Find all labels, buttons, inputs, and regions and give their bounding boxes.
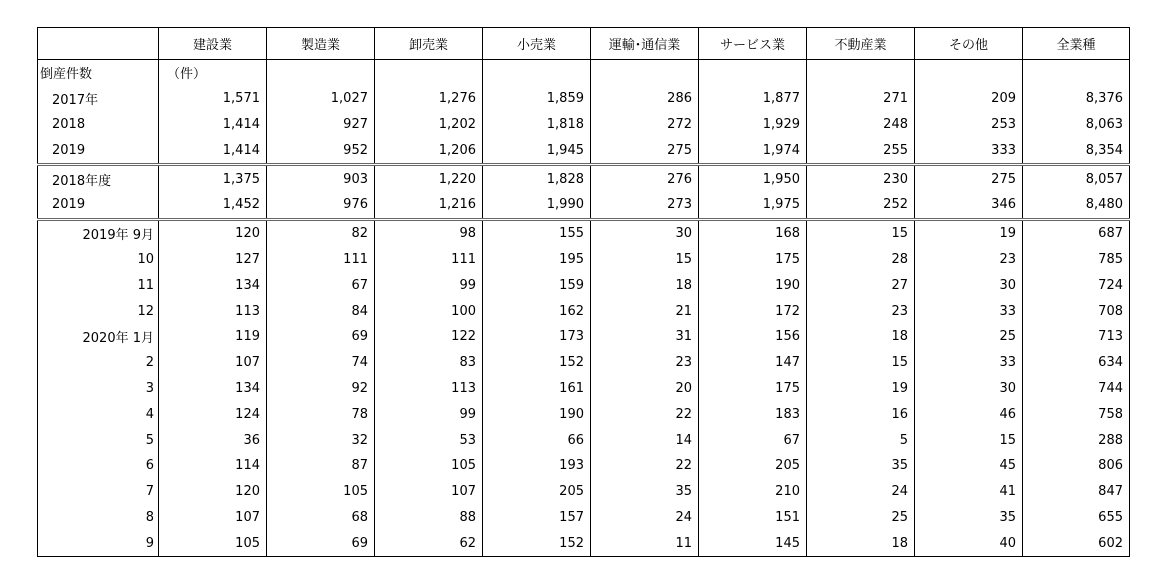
value-cell: 5 — [807, 427, 915, 453]
empty-cell — [915, 60, 1023, 86]
value-cell: 209 — [915, 86, 1023, 112]
header-services: サービス業 — [699, 28, 807, 60]
value-cell: 84 — [267, 298, 375, 324]
value-cell: 111 — [375, 247, 483, 273]
value-cell: 46 — [915, 401, 1023, 427]
value-cell: 32 — [267, 427, 375, 453]
value-cell: 193 — [483, 453, 591, 479]
value-cell: 230 — [807, 165, 915, 192]
value-cell: 152 — [483, 530, 591, 556]
row-label: 8 — [38, 505, 159, 531]
monthly-row — [38, 219, 1130, 246]
empty-cell — [267, 60, 375, 86]
value-cell: 8,063 — [1023, 112, 1130, 138]
annual-row — [38, 86, 1130, 112]
value-cell: 66 — [483, 427, 591, 453]
value-cell: 1,974 — [699, 137, 807, 164]
row-label: 2019年 9月 — [38, 219, 159, 246]
value-cell: 113 — [375, 376, 483, 402]
annual-row — [38, 112, 1130, 138]
row-label: 10 — [38, 247, 159, 273]
value-cell: 23 — [807, 298, 915, 324]
value-cell: 1,220 — [375, 165, 483, 192]
value-cell: 100 — [375, 298, 483, 324]
value-cell: 105 — [267, 479, 375, 505]
value-cell: 111 — [267, 247, 375, 273]
value-cell: 15 — [807, 350, 915, 376]
value-cell: 1,975 — [699, 192, 807, 219]
value-cell: 83 — [375, 350, 483, 376]
value-cell: 105 — [375, 453, 483, 479]
value-cell: 124 — [159, 401, 267, 427]
header-corner — [38, 28, 159, 60]
value-cell: 16 — [807, 401, 915, 427]
value-cell: 724 — [1023, 272, 1130, 298]
value-cell: 120 — [159, 479, 267, 505]
value-cell: 708 — [1023, 298, 1130, 324]
value-cell: 1,950 — [699, 165, 807, 192]
value-cell: 92 — [267, 376, 375, 402]
value-cell: 31 — [591, 324, 699, 350]
value-cell: 275 — [591, 137, 699, 164]
value-cell: 8,354 — [1023, 137, 1130, 164]
value-cell: 1,206 — [375, 137, 483, 164]
monthly-row — [38, 505, 1130, 531]
value-cell: 151 — [699, 505, 807, 531]
value-cell: 1,375 — [159, 165, 267, 192]
value-cell: 67 — [267, 272, 375, 298]
empty-cell — [375, 60, 483, 86]
value-cell: 1,990 — [483, 192, 591, 219]
value-cell: 271 — [807, 86, 915, 112]
value-cell: 67 — [699, 427, 807, 453]
value-cell: 23 — [915, 247, 1023, 273]
value-cell: 162 — [483, 298, 591, 324]
value-cell: 18 — [807, 530, 915, 556]
monthly-row — [38, 401, 1130, 427]
value-cell: 35 — [591, 479, 699, 505]
value-cell: 175 — [699, 376, 807, 402]
row-label: 2020年 1月 — [38, 324, 159, 350]
value-cell: 134 — [159, 272, 267, 298]
value-cell: 713 — [1023, 324, 1130, 350]
value-cell: 15 — [915, 427, 1023, 453]
value-cell: 74 — [267, 350, 375, 376]
value-cell: 1,414 — [159, 112, 267, 138]
monthly-row — [38, 324, 1130, 350]
value-cell: 19 — [807, 376, 915, 402]
value-cell: 107 — [159, 505, 267, 531]
value-cell: 8,480 — [1023, 192, 1130, 219]
row-label: 11 — [38, 272, 159, 298]
value-cell: 1,027 — [267, 86, 375, 112]
value-cell: 8,376 — [1023, 86, 1130, 112]
empty-cell — [591, 60, 699, 86]
monthly-row — [38, 247, 1130, 273]
value-cell: 190 — [483, 401, 591, 427]
value-cell: 744 — [1023, 376, 1130, 402]
bankruptcy-count-table — [37, 27, 1130, 557]
value-cell: 190 — [699, 272, 807, 298]
value-cell: 172 — [699, 298, 807, 324]
value-cell: 107 — [375, 479, 483, 505]
annual-row — [38, 137, 1130, 164]
empty-cell — [699, 60, 807, 86]
value-cell: 114 — [159, 453, 267, 479]
value-cell: 687 — [1023, 219, 1130, 246]
value-cell: 175 — [699, 247, 807, 273]
value-cell: 634 — [1023, 350, 1130, 376]
value-cell: 159 — [483, 272, 591, 298]
value-cell: 903 — [267, 165, 375, 192]
value-cell: 1,216 — [375, 192, 483, 219]
monthly-row — [38, 530, 1130, 556]
monthly-row — [38, 427, 1130, 453]
value-cell: 30 — [915, 376, 1023, 402]
header-all-industries: 全業種 — [1023, 28, 1130, 60]
monthly-row — [38, 350, 1130, 376]
value-cell: 45 — [915, 453, 1023, 479]
monthly-row — [38, 376, 1130, 402]
header-wholesale: 卸売業 — [375, 28, 483, 60]
row-label: 2 — [38, 350, 159, 376]
value-cell: 1,929 — [699, 112, 807, 138]
value-cell: 30 — [591, 219, 699, 246]
value-cell: 161 — [483, 376, 591, 402]
value-cell: 62 — [375, 530, 483, 556]
fiscal-year-row — [38, 165, 1130, 192]
value-cell: 18 — [807, 324, 915, 350]
value-cell: 346 — [915, 192, 1023, 219]
value-cell: 155 — [483, 219, 591, 246]
value-cell: 655 — [1023, 505, 1130, 531]
value-cell: 119 — [159, 324, 267, 350]
value-cell: 18 — [591, 272, 699, 298]
value-cell: 1,452 — [159, 192, 267, 219]
value-cell: 847 — [1023, 479, 1130, 505]
empty-cell — [483, 60, 591, 86]
value-cell: 156 — [699, 324, 807, 350]
row-label: 2018年度 — [38, 165, 159, 192]
value-cell: 21 — [591, 298, 699, 324]
value-cell: 68 — [267, 505, 375, 531]
value-cell: 78 — [267, 401, 375, 427]
value-cell: 210 — [699, 479, 807, 505]
value-cell: 88 — [375, 505, 483, 531]
value-cell: 157 — [483, 505, 591, 531]
value-cell: 19 — [915, 219, 1023, 246]
value-cell: 333 — [915, 137, 1023, 164]
header-other: その他 — [915, 28, 1023, 60]
value-cell: 33 — [915, 298, 1023, 324]
value-cell: 976 — [267, 192, 375, 219]
row-label: 5 — [38, 427, 159, 453]
section-label: 倒産件数 — [38, 60, 159, 86]
value-cell: 105 — [159, 530, 267, 556]
value-cell: 82 — [267, 219, 375, 246]
value-cell: 24 — [807, 479, 915, 505]
row-label: 2019 — [38, 137, 159, 164]
empty-cell — [1023, 60, 1130, 86]
value-cell: 120 — [159, 219, 267, 246]
value-cell: 927 — [267, 112, 375, 138]
value-cell: 195 — [483, 247, 591, 273]
value-cell: 952 — [267, 137, 375, 164]
value-cell: 99 — [375, 401, 483, 427]
value-cell: 35 — [807, 453, 915, 479]
value-cell: 205 — [483, 479, 591, 505]
value-cell: 602 — [1023, 530, 1130, 556]
unit-label: （件） — [159, 60, 267, 86]
value-cell: 1,859 — [483, 86, 591, 112]
value-cell: 8,057 — [1023, 165, 1130, 192]
monthly-row — [38, 272, 1130, 298]
empty-cell — [807, 60, 915, 86]
value-cell: 253 — [915, 112, 1023, 138]
value-cell: 173 — [483, 324, 591, 350]
value-cell: 30 — [915, 272, 1023, 298]
value-cell: 14 — [591, 427, 699, 453]
value-cell: 25 — [915, 324, 1023, 350]
value-cell: 122 — [375, 324, 483, 350]
header-manufacturing: 製造業 — [267, 28, 375, 60]
row-label: 7 — [38, 479, 159, 505]
value-cell: 27 — [807, 272, 915, 298]
value-cell: 127 — [159, 247, 267, 273]
monthly-row — [38, 453, 1130, 479]
value-cell: 1,945 — [483, 137, 591, 164]
value-cell: 1,202 — [375, 112, 483, 138]
value-cell: 134 — [159, 376, 267, 402]
monthly-row — [38, 479, 1130, 505]
value-cell: 785 — [1023, 247, 1130, 273]
value-cell: 22 — [591, 401, 699, 427]
row-label: 3 — [38, 376, 159, 402]
value-cell: 99 — [375, 272, 483, 298]
value-cell: 288 — [1023, 427, 1130, 453]
value-cell: 24 — [591, 505, 699, 531]
value-cell: 28 — [807, 247, 915, 273]
row-label: 9 — [38, 530, 159, 556]
value-cell: 758 — [1023, 401, 1130, 427]
row-label: 12 — [38, 298, 159, 324]
value-cell: 98 — [375, 219, 483, 246]
value-cell: 25 — [807, 505, 915, 531]
value-cell: 41 — [915, 479, 1023, 505]
value-cell: 1,571 — [159, 86, 267, 112]
value-cell: 252 — [807, 192, 915, 219]
value-cell: 255 — [807, 137, 915, 164]
value-cell: 15 — [591, 247, 699, 273]
value-cell: 23 — [591, 350, 699, 376]
value-cell: 33 — [915, 350, 1023, 376]
value-cell: 168 — [699, 219, 807, 246]
value-cell: 1,818 — [483, 112, 591, 138]
value-cell: 22 — [591, 453, 699, 479]
value-cell: 152 — [483, 350, 591, 376]
value-cell: 205 — [699, 453, 807, 479]
value-cell: 145 — [699, 530, 807, 556]
row-label: 2019 — [38, 192, 159, 219]
value-cell: 276 — [591, 165, 699, 192]
section-row — [38, 60, 1130, 86]
value-cell: 53 — [375, 427, 483, 453]
value-cell: 69 — [267, 530, 375, 556]
monthly-row — [38, 298, 1130, 324]
value-cell: 1,276 — [375, 86, 483, 112]
row-label: 4 — [38, 401, 159, 427]
fiscal-year-row — [38, 192, 1130, 219]
value-cell: 273 — [591, 192, 699, 219]
value-cell: 272 — [591, 112, 699, 138]
header-construction: 建設業 — [159, 28, 267, 60]
value-cell: 1,414 — [159, 137, 267, 164]
value-cell: 20 — [591, 376, 699, 402]
value-cell: 183 — [699, 401, 807, 427]
value-cell: 35 — [915, 505, 1023, 531]
header-row — [38, 28, 1130, 60]
value-cell: 11 — [591, 530, 699, 556]
value-cell: 275 — [915, 165, 1023, 192]
value-cell: 113 — [159, 298, 267, 324]
row-label: 2018 — [38, 112, 159, 138]
value-cell: 107 — [159, 350, 267, 376]
header-retail: 小売業 — [483, 28, 591, 60]
value-cell: 40 — [915, 530, 1023, 556]
header-transport-communication: 運輸･通信業 — [591, 28, 699, 60]
value-cell: 1,877 — [699, 86, 807, 112]
value-cell: 15 — [807, 219, 915, 246]
header-real-estate: 不動産業 — [807, 28, 915, 60]
value-cell: 248 — [807, 112, 915, 138]
value-cell: 147 — [699, 350, 807, 376]
value-cell: 69 — [267, 324, 375, 350]
value-cell: 806 — [1023, 453, 1130, 479]
row-label: 2017年 — [38, 86, 159, 112]
value-cell: 286 — [591, 86, 699, 112]
row-label: 6 — [38, 453, 159, 479]
value-cell: 1,828 — [483, 165, 591, 192]
value-cell: 36 — [159, 427, 267, 453]
value-cell: 87 — [267, 453, 375, 479]
